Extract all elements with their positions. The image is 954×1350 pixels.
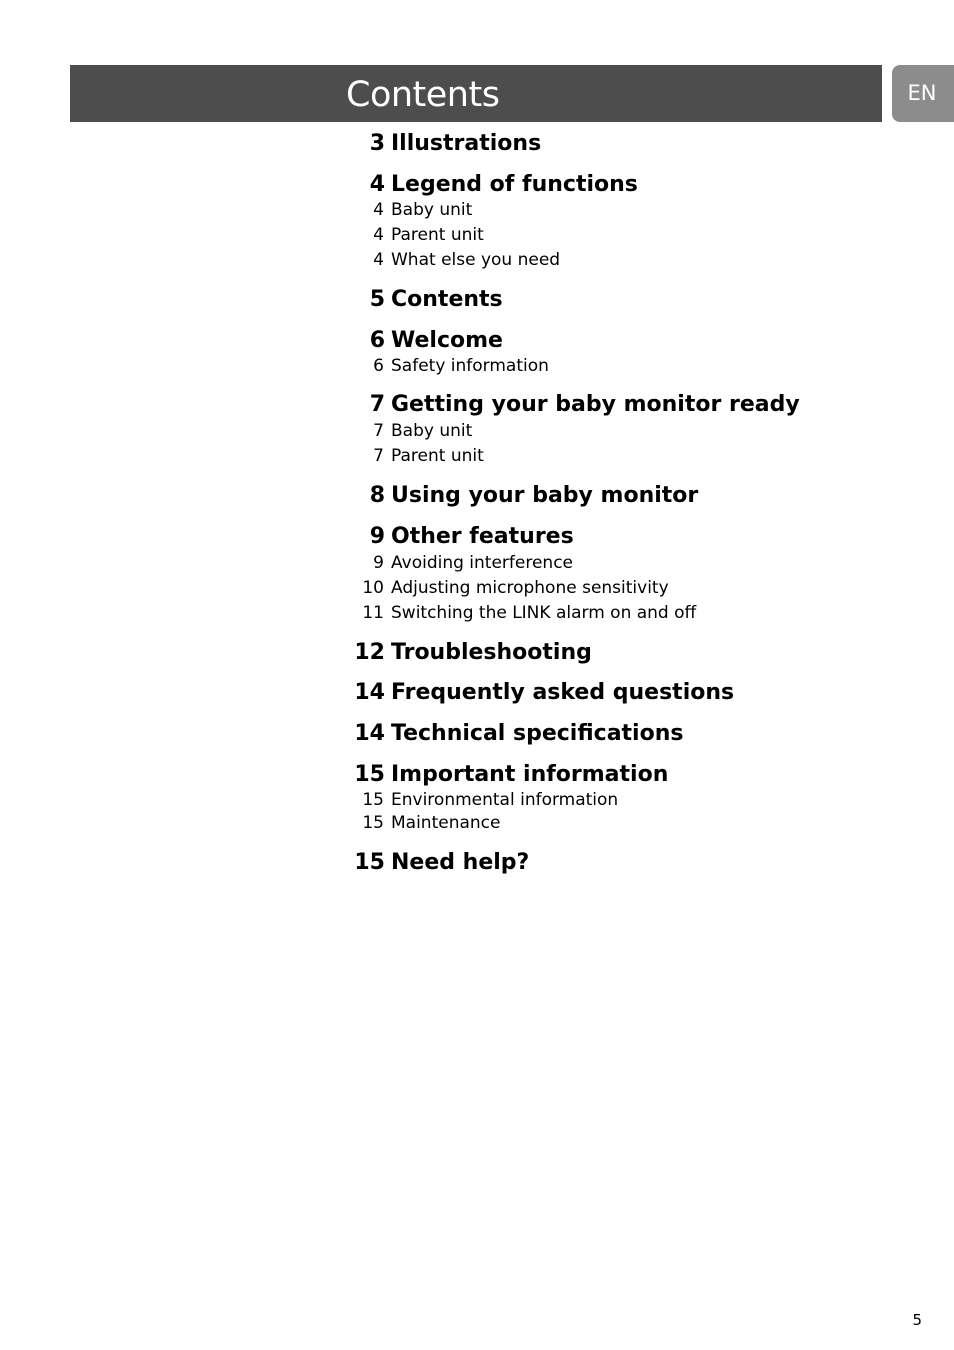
- toc-subtitle: Safety information: [391, 356, 549, 376]
- toc-title: Legend of functions: [391, 172, 638, 197]
- toc-subtitle: Avoiding interference: [391, 553, 574, 573]
- toc-entry[interactable]: [320, 285, 880, 315]
- toc-subentry[interactable]: [320, 355, 880, 377]
- toc-title: Illustrations: [391, 131, 542, 156]
- language-tab-label: EN: [907, 81, 937, 105]
- toc-page-number: 12: [354, 640, 385, 665]
- toc-entry[interactable]: [320, 129, 880, 159]
- toc-page-number: 7: [369, 392, 385, 417]
- toc-entry[interactable]: [320, 760, 880, 790]
- toc-subentry[interactable]: [320, 420, 880, 442]
- toc-entry[interactable]: [320, 848, 880, 878]
- toc-title: Troubleshooting: [391, 640, 592, 665]
- toc-page-number: 10: [362, 578, 384, 598]
- toc-page-number: 5: [369, 287, 385, 312]
- toc-page-number: 15: [354, 762, 385, 787]
- page-title: Contents: [346, 75, 500, 115]
- toc-entry[interactable]: [320, 326, 880, 356]
- toc-subentry[interactable]: [320, 445, 880, 467]
- toc-entry[interactable]: [320, 390, 880, 420]
- toc-entry[interactable]: [320, 638, 880, 668]
- toc-page-number: 4: [373, 200, 384, 220]
- toc-page-number: 15: [362, 813, 384, 833]
- toc-page-number: 9: [373, 553, 384, 573]
- toc-title: Contents: [391, 287, 503, 312]
- toc-subentry[interactable]: [320, 224, 880, 246]
- toc-title: Need help?: [391, 850, 530, 875]
- toc-subtitle: Parent unit: [391, 225, 484, 245]
- toc-title: Using your baby monitor: [391, 483, 699, 508]
- toc-title: Other features: [391, 524, 574, 549]
- toc-subentry[interactable]: [320, 577, 880, 599]
- toc-page-number: 8: [369, 483, 385, 508]
- toc-subtitle: Baby unit: [391, 421, 473, 441]
- header-bar: [70, 65, 882, 122]
- toc-subentry[interactable]: [320, 199, 880, 221]
- toc-page-number: 11: [362, 603, 384, 623]
- toc-page-number: 15: [362, 790, 384, 810]
- toc-entry[interactable]: [320, 678, 880, 708]
- toc-page-number: 6: [373, 356, 384, 376]
- toc-page-number: 14: [354, 680, 385, 705]
- toc-subtitle: Maintenance: [391, 813, 501, 833]
- toc-page-number: 3: [369, 131, 385, 156]
- toc-title: Frequently asked questions: [391, 680, 735, 705]
- toc-page-number: 7: [373, 446, 384, 466]
- toc-subtitle: Parent unit: [391, 446, 484, 466]
- toc-title: Getting your baby monitor ready: [391, 392, 800, 417]
- toc-page-number: 4: [369, 172, 385, 197]
- toc-title: Technical specifications: [391, 721, 684, 746]
- language-tab: [892, 65, 954, 122]
- toc-entry[interactable]: [320, 170, 880, 200]
- toc-subentry[interactable]: [320, 602, 880, 624]
- toc-subtitle: Baby unit: [391, 200, 473, 220]
- toc-page-number: 9: [369, 524, 385, 549]
- toc-subtitle: What else you need: [391, 250, 561, 270]
- toc-entry[interactable]: [320, 719, 880, 749]
- toc-title: Important information: [391, 762, 669, 787]
- toc-subentry[interactable]: [320, 249, 880, 271]
- toc-subentry[interactable]: [320, 552, 880, 574]
- toc-page-number: 15: [354, 850, 385, 875]
- page-number: 5: [912, 1311, 922, 1329]
- toc-subtitle: Switching the LINK alarm on and off: [391, 603, 697, 623]
- toc-subentry[interactable]: [320, 812, 880, 834]
- toc-page-number: 14: [354, 721, 385, 746]
- toc-page-number: 6: [369, 328, 385, 353]
- toc-page-number: 4: [373, 225, 384, 245]
- toc-subtitle: Adjusting microphone sensitivity: [391, 578, 669, 598]
- toc-entry[interactable]: [320, 481, 880, 511]
- toc-page-number: 4: [373, 250, 384, 270]
- toc-entry[interactable]: [320, 522, 880, 552]
- toc-page-number: 7: [373, 421, 384, 441]
- toc-subentry[interactable]: [320, 789, 880, 811]
- toc-subtitle: Environmental information: [391, 790, 619, 810]
- toc-title: Welcome: [391, 328, 503, 353]
